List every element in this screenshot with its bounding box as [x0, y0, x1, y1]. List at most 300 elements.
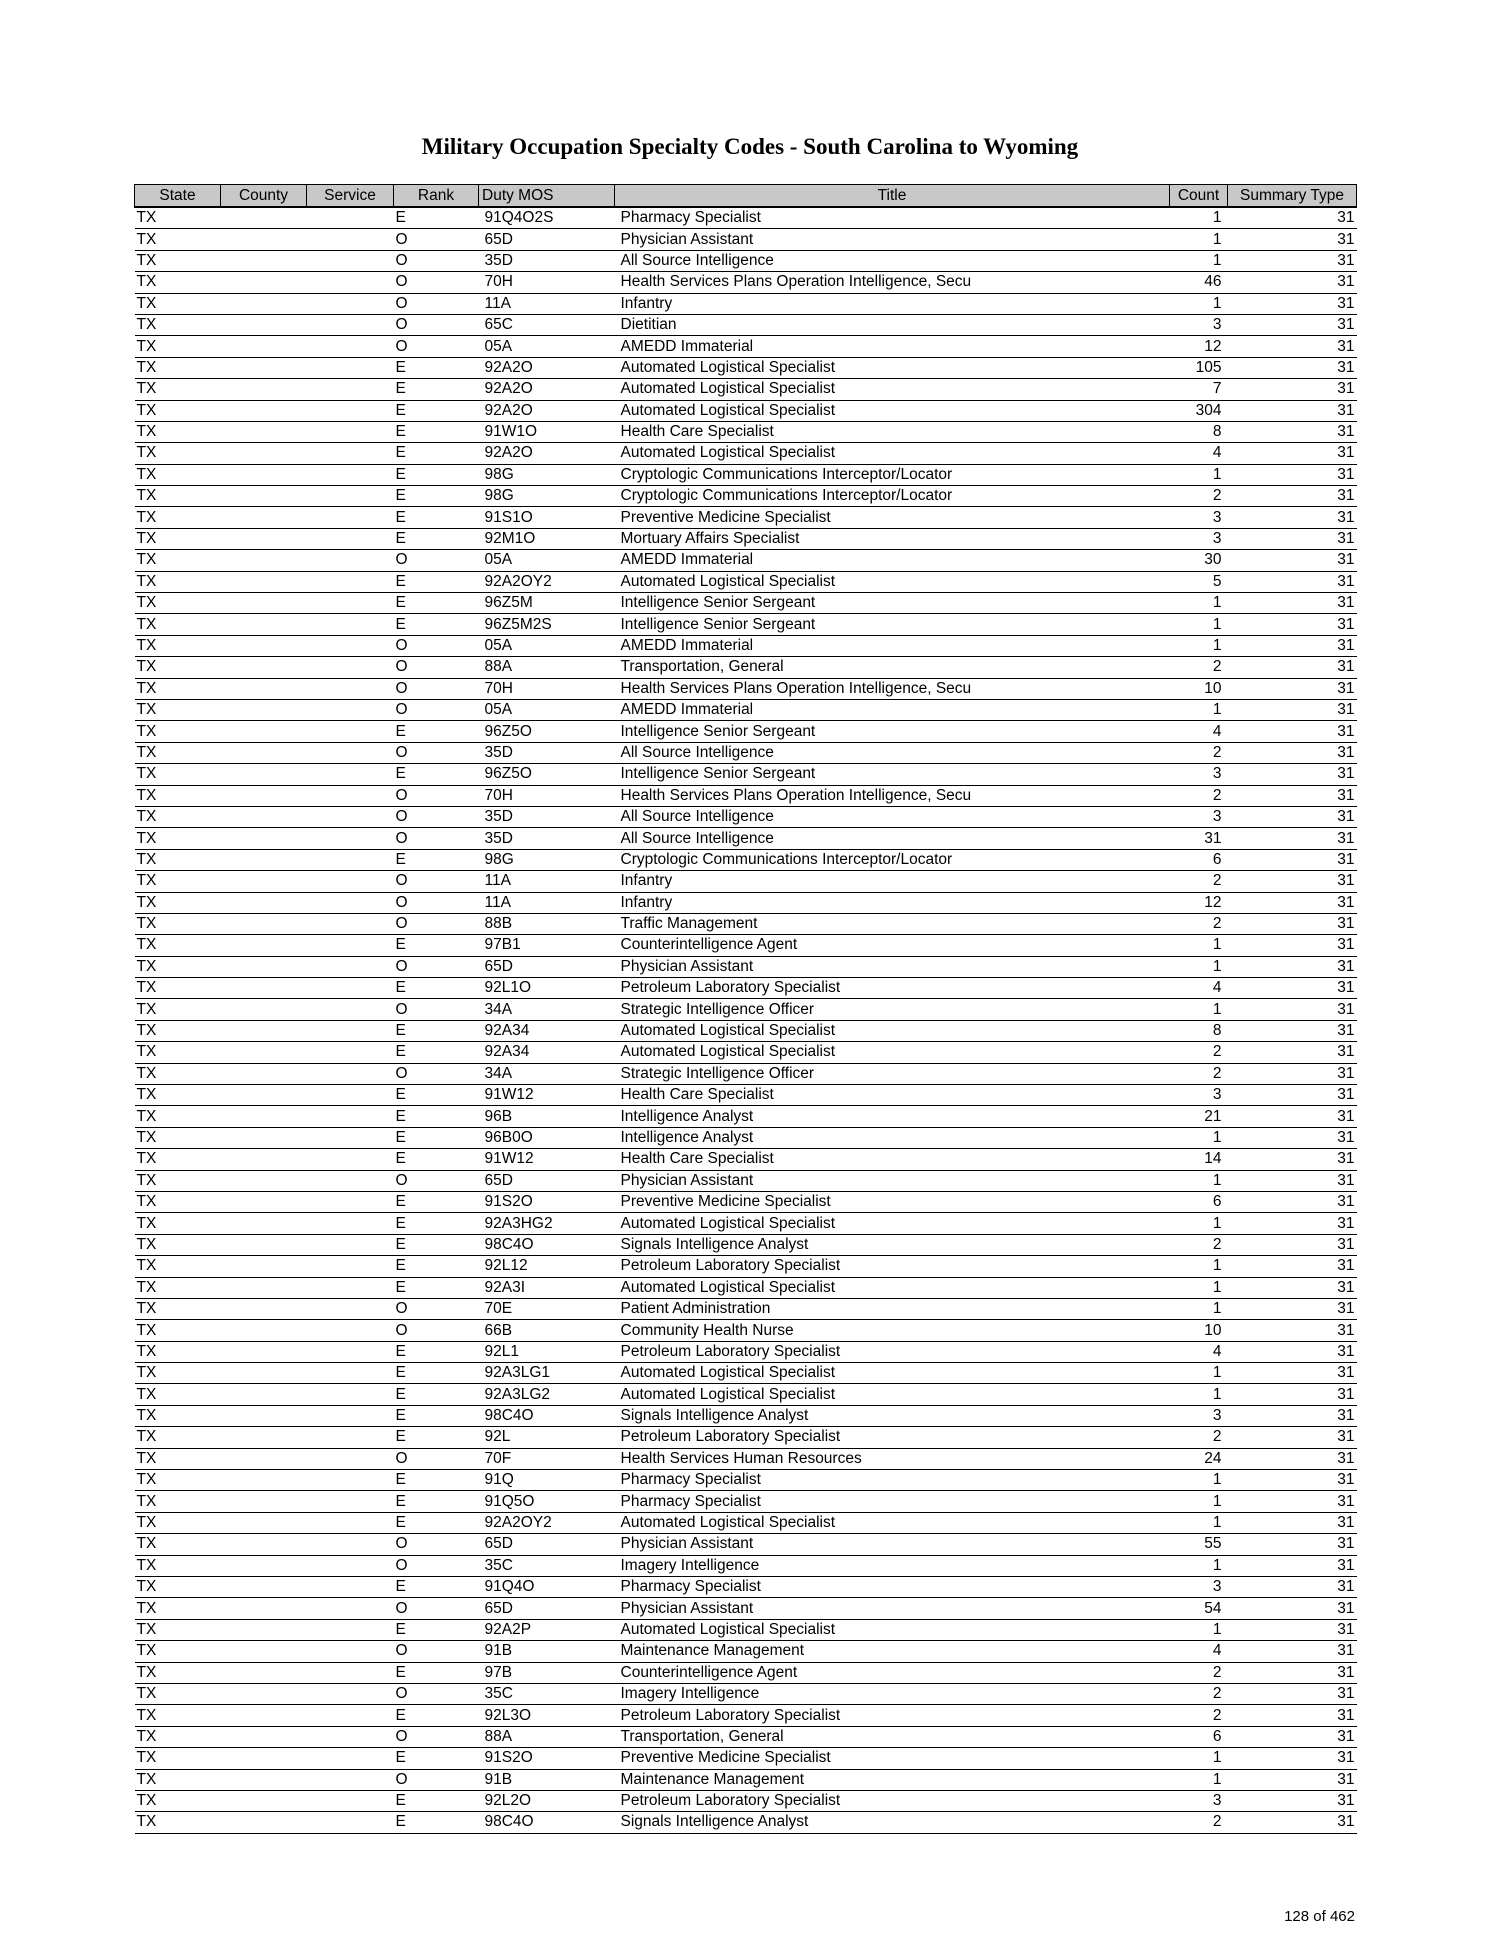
cell-service — [307, 1341, 394, 1362]
cell-service — [307, 1769, 394, 1790]
cell-state: TX — [135, 528, 221, 549]
cell-duty-mos: 35C — [479, 1683, 615, 1704]
cell-county — [221, 828, 307, 849]
cell-service — [307, 1683, 394, 1704]
cell-county — [221, 314, 307, 335]
cell-title: Maintenance Management — [615, 1769, 1170, 1790]
cell-count: 3 — [1170, 1085, 1228, 1106]
cell-summary-type: 31 — [1228, 1063, 1357, 1084]
cell-county — [221, 272, 307, 293]
cell-state: TX — [135, 614, 221, 635]
cell-county — [221, 1491, 307, 1512]
cell-county — [221, 956, 307, 977]
cell-state: TX — [135, 293, 221, 314]
cell-title: Signals Intelligence Analyst — [615, 1812, 1170, 1833]
cell-county — [221, 1234, 307, 1255]
cell-duty-mos: 92A3I — [479, 1277, 615, 1298]
table-row — [135, 742, 1357, 763]
cell-state: TX — [135, 1512, 221, 1533]
cell-state: TX — [135, 1812, 221, 1833]
cell-rank: O — [394, 999, 479, 1020]
cell-rank: E — [394, 935, 479, 956]
cell-title: Imagery Intelligence — [615, 1555, 1170, 1576]
table-row — [135, 1256, 1357, 1277]
cell-service — [307, 379, 394, 400]
cell-count: 12 — [1170, 892, 1228, 913]
cell-title: AMEDD Immaterial — [615, 699, 1170, 720]
cell-title: Automated Logistical Specialist — [615, 379, 1170, 400]
cell-duty-mos: 92A2O — [479, 443, 615, 464]
table-row — [135, 1213, 1357, 1234]
cell-county — [221, 614, 307, 635]
page-number: 128 of 462 — [1284, 1908, 1355, 1925]
cell-duty-mos: 98C4O — [479, 1405, 615, 1426]
cell-duty-mos: 92L1O — [479, 978, 615, 999]
cell-summary-type: 31 — [1228, 742, 1357, 763]
cell-count: 31 — [1170, 828, 1228, 849]
cell-summary-type: 31 — [1228, 593, 1357, 614]
cell-summary-type: 31 — [1228, 1662, 1357, 1683]
cell-count: 1 — [1170, 593, 1228, 614]
cell-title: Counterintelligence Agent — [615, 935, 1170, 956]
cell-rank: E — [394, 1363, 479, 1384]
cell-county — [221, 1769, 307, 1790]
cell-count: 1 — [1170, 699, 1228, 720]
cell-summary-type: 31 — [1228, 507, 1357, 528]
cell-rank: E — [394, 614, 479, 635]
cell-summary-type: 31 — [1228, 999, 1357, 1020]
cell-count: 4 — [1170, 978, 1228, 999]
cell-title: All Source Intelligence — [615, 828, 1170, 849]
cell-title: Pharmacy Specialist — [615, 1470, 1170, 1491]
cell-duty-mos: 70F — [479, 1448, 615, 1469]
cell-state: TX — [135, 314, 221, 335]
cell-count: 2 — [1170, 486, 1228, 507]
table-row — [135, 1726, 1357, 1747]
cell-rank: E — [394, 978, 479, 999]
cell-rank: E — [394, 1577, 479, 1598]
cell-county — [221, 699, 307, 720]
cell-county — [221, 207, 307, 229]
cell-rank: O — [394, 1598, 479, 1619]
table-row — [135, 1790, 1357, 1811]
cell-title: Counterintelligence Agent — [615, 1662, 1170, 1683]
cell-state: TX — [135, 357, 221, 378]
cell-rank: E — [394, 1256, 479, 1277]
cell-service — [307, 785, 394, 806]
cell-service — [307, 1598, 394, 1619]
cell-duty-mos: 98C4O — [479, 1234, 615, 1255]
cell-duty-mos: 92A34 — [479, 1020, 615, 1041]
table-row — [135, 614, 1357, 635]
cell-count: 2 — [1170, 1662, 1228, 1683]
cell-rank: E — [394, 1748, 479, 1769]
cell-duty-mos: 92A2P — [479, 1619, 615, 1640]
table-row — [135, 1619, 1357, 1640]
cell-duty-mos: 92L12 — [479, 1256, 615, 1277]
cell-title: AMEDD Immaterial — [615, 635, 1170, 656]
cell-count: 6 — [1170, 1726, 1228, 1747]
cell-service — [307, 1149, 394, 1170]
cell-count: 3 — [1170, 806, 1228, 827]
cell-state: TX — [135, 828, 221, 849]
cell-state: TX — [135, 1726, 221, 1747]
cell-duty-mos: 65D — [479, 229, 615, 250]
cell-duty-mos: 98C4O — [479, 1812, 615, 1833]
cell-rank: E — [394, 1042, 479, 1063]
cell-summary-type: 31 — [1228, 699, 1357, 720]
cell-summary-type: 31 — [1228, 635, 1357, 656]
cell-state: TX — [135, 1341, 221, 1362]
cell-rank: E — [394, 1234, 479, 1255]
cell-duty-mos: 91B — [479, 1769, 615, 1790]
table-row — [135, 1277, 1357, 1298]
cell-service — [307, 1491, 394, 1512]
cell-duty-mos: 70E — [479, 1298, 615, 1319]
cell-state: TX — [135, 956, 221, 977]
cell-service — [307, 593, 394, 614]
cell-title: Traffic Management — [615, 913, 1170, 934]
cell-title: Intelligence Senior Sergeant — [615, 614, 1170, 635]
table-row — [135, 871, 1357, 892]
cell-service — [307, 1020, 394, 1041]
cell-duty-mos: 98G — [479, 486, 615, 507]
cell-service — [307, 207, 394, 229]
cell-service — [307, 1577, 394, 1598]
cell-service — [307, 486, 394, 507]
cell-state: TX — [135, 1555, 221, 1576]
cell-rank: O — [394, 550, 479, 571]
cell-service — [307, 314, 394, 335]
cell-duty-mos: 91W12 — [479, 1085, 615, 1106]
cell-service — [307, 1555, 394, 1576]
cell-rank: E — [394, 443, 479, 464]
cell-duty-mos: 92L3O — [479, 1705, 615, 1726]
cell-title: Petroleum Laboratory Specialist — [615, 1705, 1170, 1726]
cell-service — [307, 1085, 394, 1106]
table-row — [135, 314, 1357, 335]
cell-count: 1 — [1170, 464, 1228, 485]
cell-duty-mos: 05A — [479, 699, 615, 720]
cell-count: 1 — [1170, 1363, 1228, 1384]
cell-summary-type: 31 — [1228, 828, 1357, 849]
cell-title: Automated Logistical Specialist — [615, 571, 1170, 592]
cell-rank: E — [394, 464, 479, 485]
cell-summary-type: 31 — [1228, 379, 1357, 400]
cell-service — [307, 1384, 394, 1405]
table-row — [135, 550, 1357, 571]
cell-count: 55 — [1170, 1534, 1228, 1555]
cell-state: TX — [135, 635, 221, 656]
cell-summary-type: 31 — [1228, 978, 1357, 999]
cell-title: Health Care Specialist — [615, 421, 1170, 442]
cell-rank: O — [394, 828, 479, 849]
cell-service — [307, 828, 394, 849]
cell-duty-mos: 70H — [479, 678, 615, 699]
cell-service — [307, 272, 394, 293]
cell-summary-type: 31 — [1228, 1277, 1357, 1298]
cell-state: TX — [135, 999, 221, 1020]
cell-county — [221, 421, 307, 442]
cell-duty-mos: 96B — [479, 1106, 615, 1127]
cell-state: TX — [135, 1641, 221, 1662]
cell-county — [221, 1063, 307, 1084]
table-row — [135, 229, 1357, 250]
cell-duty-mos: 96Z5O — [479, 721, 615, 742]
table-row — [135, 1683, 1357, 1704]
cell-count: 1 — [1170, 1555, 1228, 1576]
table-row — [135, 1405, 1357, 1426]
cell-summary-type: 31 — [1228, 1213, 1357, 1234]
cell-duty-mos: 11A — [479, 293, 615, 314]
cell-count: 2 — [1170, 785, 1228, 806]
table-row — [135, 828, 1357, 849]
table-body — [135, 207, 1357, 1833]
cell-count: 6 — [1170, 849, 1228, 870]
cell-title: All Source Intelligence — [615, 806, 1170, 827]
cell-count: 10 — [1170, 1320, 1228, 1341]
cell-county — [221, 1170, 307, 1191]
table-row — [135, 1341, 1357, 1362]
cell-state: TX — [135, 892, 221, 913]
cell-county — [221, 1512, 307, 1533]
table-row — [135, 764, 1357, 785]
table-row — [135, 1234, 1357, 1255]
cell-county — [221, 1470, 307, 1491]
cell-summary-type: 31 — [1228, 1427, 1357, 1448]
column-header-service: Service — [307, 185, 394, 208]
cell-summary-type: 31 — [1228, 1256, 1357, 1277]
cell-summary-type: 31 — [1228, 1683, 1357, 1704]
table-row — [135, 935, 1357, 956]
cell-service — [307, 1191, 394, 1212]
cell-service — [307, 699, 394, 720]
cell-county — [221, 721, 307, 742]
cell-county — [221, 978, 307, 999]
cell-state: TX — [135, 1705, 221, 1726]
cell-state: TX — [135, 229, 221, 250]
table-row — [135, 678, 1357, 699]
cell-service — [307, 1063, 394, 1084]
cell-title: Dietitian — [615, 314, 1170, 335]
cell-summary-type: 31 — [1228, 421, 1357, 442]
table-row — [135, 1085, 1357, 1106]
cell-count: 3 — [1170, 1577, 1228, 1598]
cell-title: Community Health Nurse — [615, 1320, 1170, 1341]
cell-county — [221, 464, 307, 485]
cell-count: 30 — [1170, 550, 1228, 571]
cell-count: 14 — [1170, 1149, 1228, 1170]
table-row — [135, 1555, 1357, 1576]
cell-count: 304 — [1170, 400, 1228, 421]
cell-duty-mos: 92L2O — [479, 1790, 615, 1811]
cell-summary-type: 31 — [1228, 935, 1357, 956]
cell-county — [221, 1705, 307, 1726]
table-row — [135, 207, 1357, 229]
cell-state: TX — [135, 1256, 221, 1277]
cell-count: 1 — [1170, 1619, 1228, 1640]
cell-summary-type: 31 — [1228, 1769, 1357, 1790]
table-row — [135, 1470, 1357, 1491]
cell-title: Automated Logistical Specialist — [615, 1020, 1170, 1041]
cell-count: 4 — [1170, 1341, 1228, 1362]
cell-summary-type: 31 — [1228, 892, 1357, 913]
page-title: Military Occupation Specialty Codes - South Carolina to Wyoming — [421, 134, 1079, 159]
table-row — [135, 721, 1357, 742]
cell-state: TX — [135, 379, 221, 400]
table-row — [135, 635, 1357, 656]
table-row — [135, 1662, 1357, 1683]
cell-rank: E — [394, 421, 479, 442]
cell-count: 2 — [1170, 1705, 1228, 1726]
table-row — [135, 1769, 1357, 1790]
cell-duty-mos: 92A34 — [479, 1042, 615, 1063]
cell-summary-type: 31 — [1228, 764, 1357, 785]
cell-summary-type: 31 — [1228, 357, 1357, 378]
cell-summary-type: 31 — [1228, 550, 1357, 571]
cell-count: 1 — [1170, 229, 1228, 250]
cell-county — [221, 250, 307, 271]
cell-duty-mos: 91Q4O — [479, 1577, 615, 1598]
cell-count: 1 — [1170, 1298, 1228, 1319]
cell-duty-mos: 65D — [479, 1598, 615, 1619]
table-row — [135, 1042, 1357, 1063]
cell-summary-type: 31 — [1228, 229, 1357, 250]
cell-duty-mos: 34A — [479, 999, 615, 1020]
cell-service — [307, 507, 394, 528]
cell-duty-mos: 88A — [479, 657, 615, 678]
cell-summary-type: 31 — [1228, 1577, 1357, 1598]
cell-county — [221, 379, 307, 400]
cell-rank: E — [394, 849, 479, 870]
cell-state: TX — [135, 699, 221, 720]
cell-summary-type: 31 — [1228, 1341, 1357, 1362]
cell-rank: E — [394, 1341, 479, 1362]
cell-service — [307, 400, 394, 421]
cell-count: 2 — [1170, 1234, 1228, 1255]
table-row — [135, 657, 1357, 678]
cell-rank: O — [394, 892, 479, 913]
cell-summary-type: 31 — [1228, 486, 1357, 507]
cell-service — [307, 806, 394, 827]
cell-rank: O — [394, 635, 479, 656]
cell-state: TX — [135, 272, 221, 293]
cell-rank: O — [394, 1555, 479, 1576]
cell-state: TX — [135, 657, 221, 678]
cell-service — [307, 871, 394, 892]
table-row — [135, 1641, 1357, 1662]
cell-state: TX — [135, 1790, 221, 1811]
cell-duty-mos: 35C — [479, 1555, 615, 1576]
table-row — [135, 1106, 1357, 1127]
cell-rank: O — [394, 956, 479, 977]
cell-count: 4 — [1170, 1641, 1228, 1662]
cell-rank: O — [394, 336, 479, 357]
table-row — [135, 571, 1357, 592]
table-row — [135, 486, 1357, 507]
cell-service — [307, 293, 394, 314]
cell-count: 3 — [1170, 764, 1228, 785]
cell-title: Pharmacy Specialist — [615, 1491, 1170, 1512]
cell-duty-mos: 92A2O — [479, 357, 615, 378]
cell-count: 3 — [1170, 1405, 1228, 1426]
table-row — [135, 593, 1357, 614]
cell-title: Infantry — [615, 892, 1170, 913]
cell-state: TX — [135, 935, 221, 956]
cell-rank: O — [394, 699, 479, 720]
cell-title: Automated Logistical Specialist — [615, 1363, 1170, 1384]
cell-service — [307, 956, 394, 977]
cell-county — [221, 1256, 307, 1277]
cell-state: TX — [135, 593, 221, 614]
cell-duty-mos: 91B — [479, 1641, 615, 1662]
cell-summary-type: 31 — [1228, 1298, 1357, 1319]
cell-county — [221, 785, 307, 806]
cell-summary-type: 31 — [1228, 293, 1357, 314]
cell-service — [307, 1705, 394, 1726]
cell-title: Automated Logistical Specialist — [615, 400, 1170, 421]
column-header-state: State — [135, 185, 221, 208]
table-row — [135, 978, 1357, 999]
cell-county — [221, 1149, 307, 1170]
cell-service — [307, 336, 394, 357]
cell-state: TX — [135, 336, 221, 357]
cell-rank: E — [394, 1491, 479, 1512]
cell-rank: E — [394, 1127, 479, 1148]
cell-state: TX — [135, 1384, 221, 1405]
cell-service — [307, 421, 394, 442]
cell-state: TX — [135, 1405, 221, 1426]
table-row — [135, 1384, 1357, 1405]
cell-summary-type: 31 — [1228, 250, 1357, 271]
cell-summary-type: 31 — [1228, 207, 1357, 229]
cell-service — [307, 999, 394, 1020]
cell-duty-mos: 92L1 — [479, 1341, 615, 1362]
cell-state: TX — [135, 1662, 221, 1683]
cell-state: TX — [135, 571, 221, 592]
cell-summary-type: 31 — [1228, 1042, 1357, 1063]
column-header-duty-mos: Duty MOS — [479, 185, 615, 208]
cell-state: TX — [135, 400, 221, 421]
cell-rank: E — [394, 1149, 479, 1170]
table-row — [135, 1598, 1357, 1619]
cell-service — [307, 1470, 394, 1491]
cell-rank: O — [394, 272, 479, 293]
cell-rank: E — [394, 1790, 479, 1811]
cell-state: TX — [135, 1619, 221, 1640]
cell-state: TX — [135, 1577, 221, 1598]
cell-count: 2 — [1170, 871, 1228, 892]
cell-state: TX — [135, 1448, 221, 1469]
cell-duty-mos: 35D — [479, 250, 615, 271]
table-row — [135, 1127, 1357, 1148]
cell-state: TX — [135, 443, 221, 464]
cell-title: Preventive Medicine Specialist — [615, 507, 1170, 528]
cell-title: Physician Assistant — [615, 956, 1170, 977]
cell-county — [221, 1384, 307, 1405]
cell-summary-type: 31 — [1228, 464, 1357, 485]
cell-county — [221, 1298, 307, 1319]
cell-rank: E — [394, 507, 479, 528]
cell-county — [221, 935, 307, 956]
cell-rank: O — [394, 1448, 479, 1469]
cell-title: Cryptologic Communications Interceptor/Locator — [615, 486, 1170, 507]
cell-rank: E — [394, 357, 479, 378]
cell-service — [307, 1619, 394, 1640]
cell-service — [307, 913, 394, 934]
cell-summary-type: 31 — [1228, 443, 1357, 464]
cell-count: 2 — [1170, 1683, 1228, 1704]
